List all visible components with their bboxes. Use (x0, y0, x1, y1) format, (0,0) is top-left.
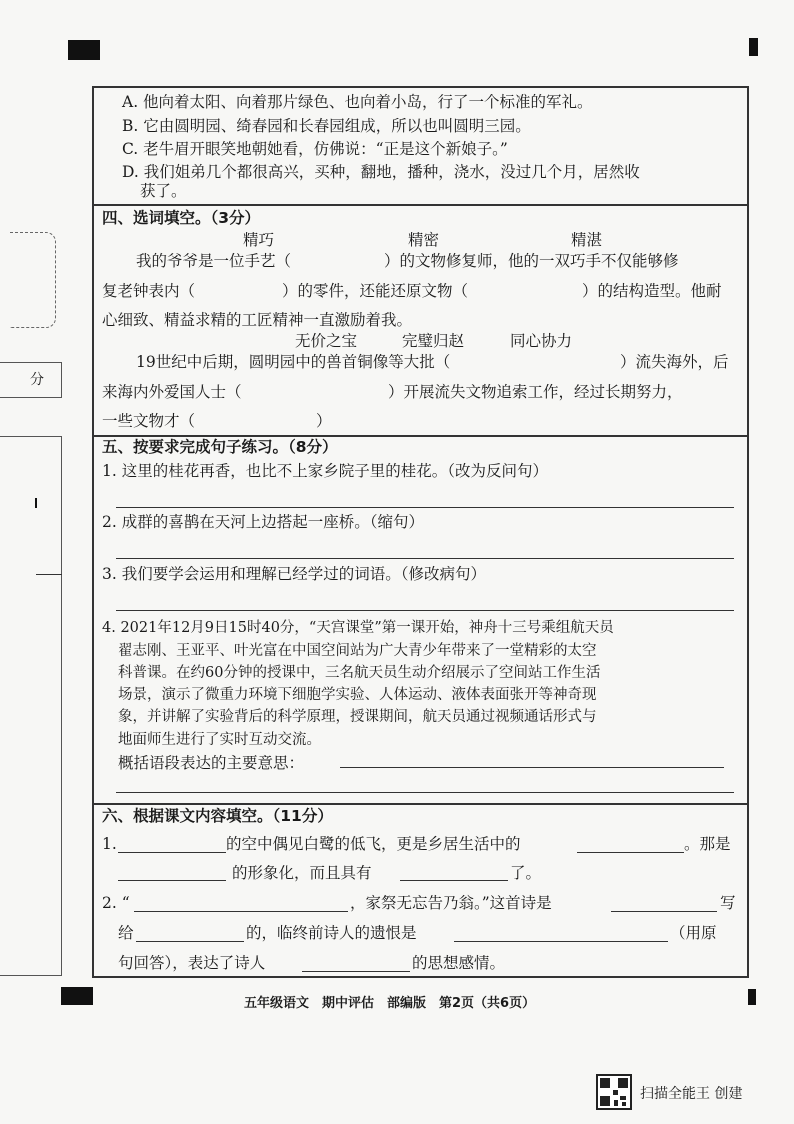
s5-q4-line5: 象，并讲解了实验背后的科学原理，授课期间，航天员通过视频通话形式与 (118, 709, 597, 725)
s5-q2: 2. 成群的喜鹊在天河上边搭起一座桥。（缩句） (102, 513, 424, 531)
s5-q4-line4: 场景，演示了微重力环境下细胞学实验、人体运动、液体表面张开等神奇现 (118, 687, 597, 703)
p1-line3: 心细致、精益求精的工匠精神一直激励着我。 (102, 311, 413, 329)
registration-mark-bottom-right (748, 989, 756, 1005)
s6-q2-text-g: 的思想感情。 (412, 954, 506, 972)
p1-line2-c: ）的结构造型。他耐 (582, 282, 722, 300)
s6-q1-text-b: 。那是 (684, 835, 731, 853)
s6-q1-blank-4[interactable] (400, 880, 508, 881)
p2-line2-b: ）开展流失文物追索工作，经过长期努力， (388, 383, 683, 401)
scanner-watermark: 扫描全能王 创建 (640, 1086, 743, 1102)
option-d-line1: D. 我们姐弟几个都很高兴，买种，翻地，播种，浇水，没过几个月，居然收 (122, 163, 640, 181)
s5-q4-line1: 4. 2021年12月9日15时40分，“天宫课堂”第一课开始，神舟十三号乘组航天员 (102, 620, 614, 636)
s5-q4-line3: 科普课。在约60分钟的授课中，三名航天员生动介绍展示了空间站工作生活 (118, 665, 601, 681)
s6-q1-blank-2[interactable] (577, 852, 684, 853)
s6-q2-text-e: （用原 (670, 924, 717, 942)
s6-q2-num: 2. “ (102, 894, 130, 912)
word-choice-2-1: 无价之宝 (295, 332, 358, 350)
page-footer: 五年级语文 期中评估 部编版 第2页（共6页） (244, 996, 536, 1011)
option-c: C. 老牛眉开眼笑地朝她看，仿佛说：“正是这个新娘子。” (122, 140, 508, 158)
s5-q4-answer-line-2[interactable] (116, 792, 734, 793)
margin-box-fragment (0, 436, 62, 976)
option-a: A. 他向着太阳、向着那片绿色、也向着小岛，行了一个标准的军礼。 (122, 93, 593, 111)
margin-tick (35, 498, 37, 508)
divider-section6 (94, 803, 747, 805)
divider-section4 (94, 204, 747, 206)
p2-line3-b: ） (316, 412, 332, 430)
s6-q1-num: 1. (102, 835, 117, 853)
s6-q2-blank-1[interactable] (134, 911, 348, 912)
s5-q4-answer-line-1[interactable] (340, 767, 724, 768)
word-choice-1-3: 精湛 (571, 231, 603, 249)
word-choice-2-3: 同心协力 (510, 332, 573, 350)
p2-line1-b: ）流失海外，后 (620, 353, 729, 371)
s6-q1-text-a: 的空中偶见白鹭的低飞，更是乡居生活中的 (226, 835, 521, 853)
s5-q1: 1. 这里的桂花再香，也比不上家乡院子里的桂花。（改为反问句） (102, 462, 548, 480)
p1-line1-a: 我的爷爷是一位手艺（ (136, 252, 292, 270)
s6-q2-blank-5[interactable] (302, 971, 410, 972)
s5-q4-line6b: 地面师生进行了实时互动交流。 (118, 732, 321, 748)
s6-q1-text-d: 了。 (510, 864, 542, 882)
p2-line3-a: 一些文物才（ (102, 412, 196, 430)
score-box-label: 分 (30, 372, 44, 388)
p1-line2-b: ）的零件，还能还原文物（ (282, 282, 469, 300)
p1-line2-a: 复老钟表内（ (102, 282, 196, 300)
s6-q2-blank-3[interactable] (136, 941, 244, 942)
registration-mark-top-left (68, 40, 100, 60)
s5-q3: 3. 我们要学会运用和理解已经学过的词语。（修改病句） (102, 565, 486, 583)
s6-q2-text-a: ，家祭无忘告乃翁。”这首诗是 (350, 894, 552, 912)
registration-mark-top-right (749, 38, 758, 56)
section5-title: 五、按要求完成句子练习。（8分） (102, 438, 338, 456)
s5-q2-answer-line[interactable] (116, 558, 734, 559)
s6-q2-text-b: 写 (720, 894, 736, 912)
binding-dashed-box (10, 232, 56, 328)
s5-q4-line2: 翟志刚、王亚平、叶光富在中国空间站为广大青少年带来了一堂精彩的太空 (118, 643, 597, 659)
s6-q2-text-d: 的，临终前诗人的遗恨是 (246, 924, 417, 942)
option-d-line2: 获了。 (140, 182, 187, 200)
qr-code-icon (596, 1074, 632, 1110)
s6-q1-blank-3[interactable] (118, 880, 226, 881)
p2-line1-a: 19世纪中后期，圆明园中的兽首铜像等大批（ (136, 353, 451, 371)
s6-q2-text-f: 句回答），表达了诗人 (118, 954, 266, 972)
p2-line2-a: 来海内外爱国人士（ (102, 383, 242, 401)
option-b: B. 它由圆明园、绮春园和长春园组成，所以也叫圆明三园。 (122, 117, 531, 135)
p1-line1-b: ）的文物修复师，他的一双巧手不仅能够修 (384, 252, 679, 270)
section6-title: 六、根据课文内容填空。（11分） (102, 807, 333, 825)
s6-q2-blank-4[interactable] (454, 941, 668, 942)
word-choice-2-2: 完璧归赵 (402, 332, 465, 350)
s5-q1-answer-line[interactable] (116, 507, 734, 508)
s6-q1-blank-1[interactable] (118, 852, 226, 853)
margin-divider (36, 574, 62, 575)
section4-title: 四、选词填空。（3分） (102, 209, 261, 227)
word-choice-1-1: 精巧 (243, 231, 275, 249)
registration-mark-bottom-left (61, 987, 93, 1005)
s5-q3-answer-line[interactable] (116, 610, 734, 611)
s5-q4-prompt: 概括语段表达的主要意思： (118, 754, 305, 772)
word-choice-1-2: 精密 (408, 231, 440, 249)
s6-q2-blank-2[interactable] (611, 911, 717, 912)
s6-q1-text-c: 的形象化，而且具有 (232, 864, 372, 882)
s6-q2-text-c: 给 (118, 924, 134, 942)
